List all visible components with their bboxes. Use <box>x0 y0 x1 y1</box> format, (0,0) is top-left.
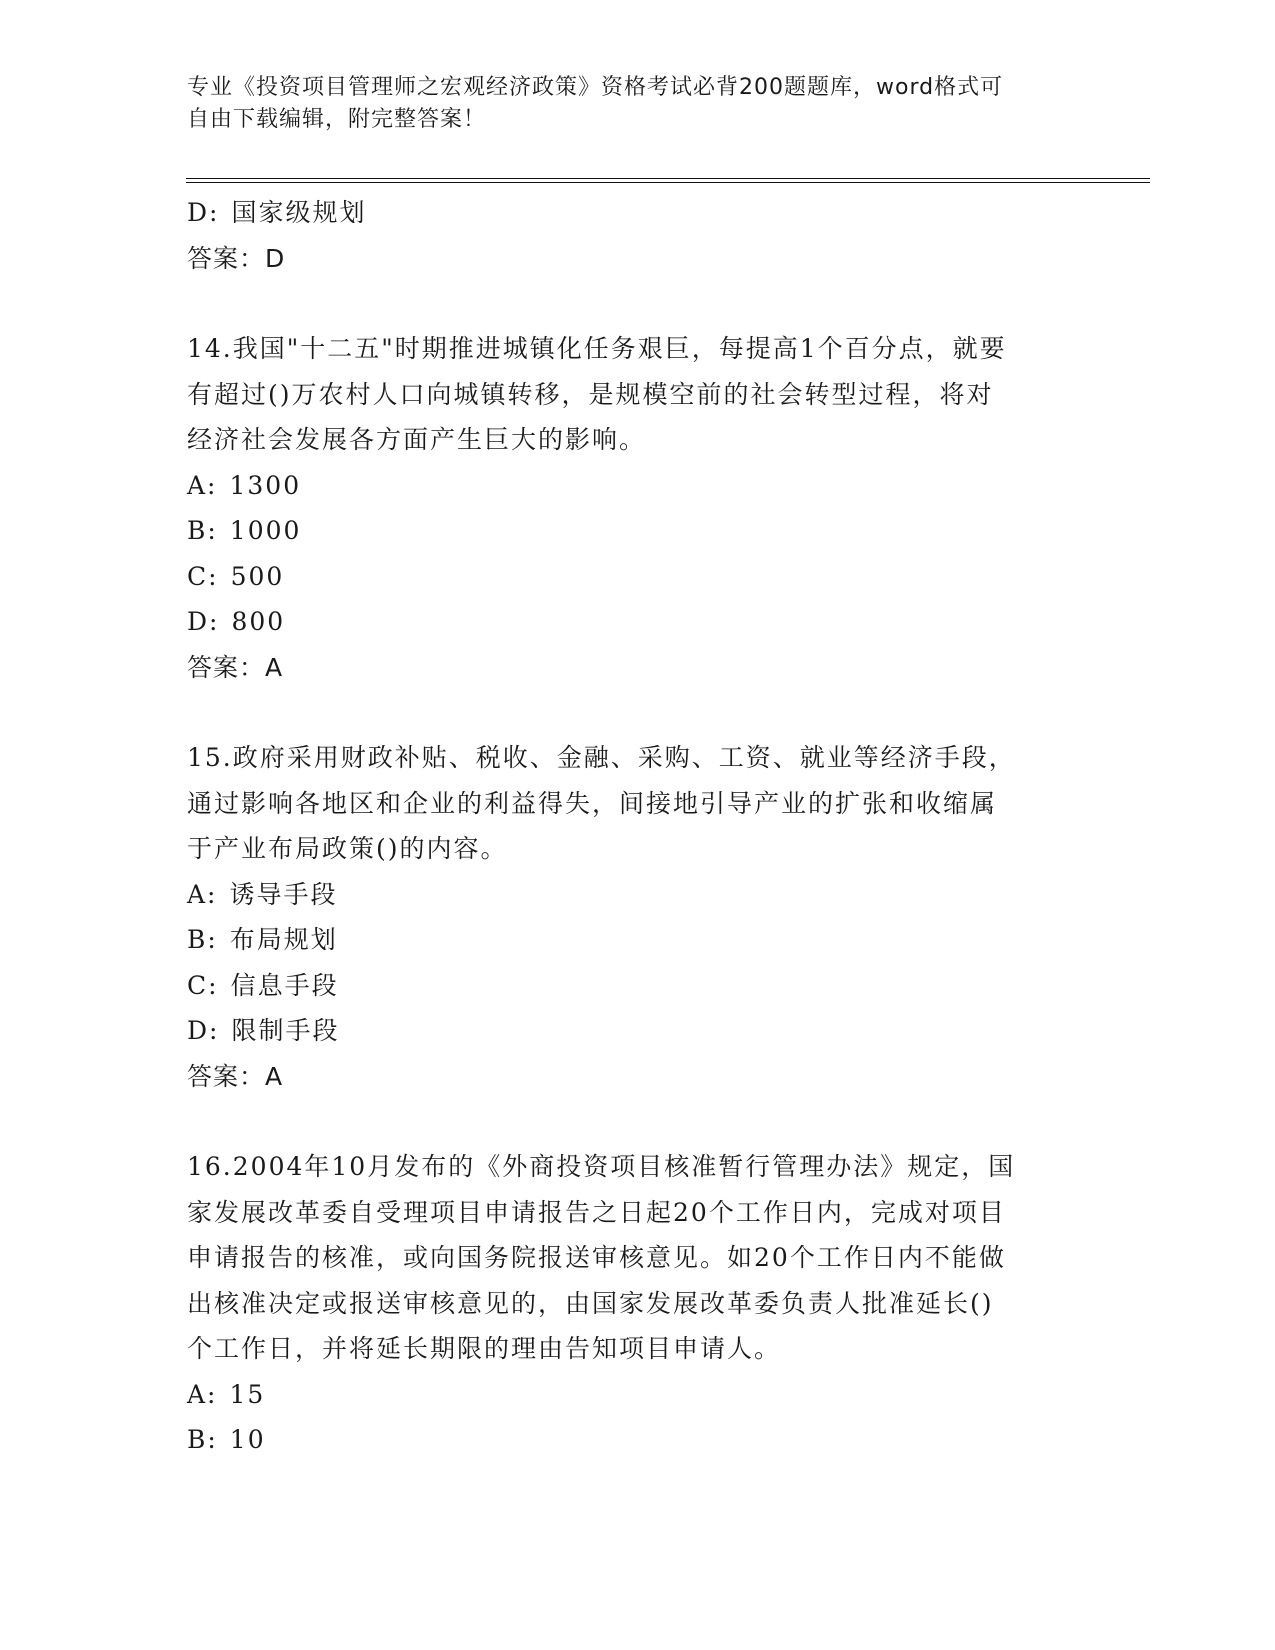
prev-answer: 答案：D <box>187 243 286 273</box>
header-divider-bottom <box>186 182 1150 183</box>
option-label: C: <box>187 970 219 1000</box>
question-16 <box>187 1144 1087 1463</box>
question-15 <box>187 735 1087 1099</box>
option-d <box>187 599 1087 645</box>
option-b <box>187 508 1087 554</box>
question-text-line: 于产业布局政策()的内容。 <box>187 834 508 863</box>
option-c <box>187 554 1087 600</box>
question-14 <box>187 326 1087 690</box>
option-label: D: <box>187 1016 220 1045</box>
option-label: B: <box>187 1425 218 1454</box>
option-text: 1300 <box>229 470 302 500</box>
option-text: 500 <box>230 561 285 591</box>
document-body <box>187 190 1087 1463</box>
option-text: 10 <box>229 1425 266 1454</box>
option-text: 800 <box>231 607 286 636</box>
option-label: D: <box>187 198 220 227</box>
question-text-line: 个工作日，并将延长期限的理由告知项目申请人。 <box>187 1334 782 1363</box>
option-text: 限制手段 <box>231 1016 340 1045</box>
header-line-1: 专业《投资项目管理师之宏观经济政策》资格考试必背200题题库，word格式可 <box>187 75 1004 100</box>
question-text-line: 16.2004年10月发布的《外商投资项目核准暂行管理办法》规定，国 <box>187 1152 1016 1181</box>
option-d <box>187 1008 1087 1054</box>
question-text-line: 出核准决定或报送审核意见的，由国家发展改革委负责人批准延长() <box>187 1288 994 1318</box>
question-text-line: 15.政府采用财政补贴、税收、金融、采购、工资、就业等经济手段， <box>187 743 1016 772</box>
option-text: 诱导手段 <box>229 879 338 909</box>
option-a <box>187 872 1087 918</box>
option-label: A: <box>187 879 218 909</box>
question-text-line: 通过影响各地区和企业的利益得失，间接地引导产业的扩张和收缩属 <box>187 788 998 818</box>
option-text: 1000 <box>229 516 302 545</box>
page-header <box>187 72 1087 136</box>
answer: 答案：A <box>187 1061 284 1091</box>
prev-option-d <box>187 190 1087 236</box>
question-text-line: 有超过()万农村人口向城镇转移，是规模空前的社会转型过程，将对 <box>187 379 994 409</box>
question-text-line: 申请报告的核准，或向国务院报送审核意见。如20个工作日内不能做 <box>187 1243 1006 1272</box>
option-a <box>187 463 1087 509</box>
question-text-line: 14.我国"十二五"时期推进城镇化任务艰巨，每提高1个百分点，就要 <box>187 334 1007 363</box>
answer: 答案：A <box>187 652 284 682</box>
question-text-line: 家发展改革委自受理项目申请报告之日起20个工作日内，完成对项目 <box>187 1197 1006 1227</box>
option-text: 布局规划 <box>229 925 338 954</box>
header-divider-top <box>186 178 1150 179</box>
option-b <box>187 917 1087 963</box>
option-label: D: <box>187 607 220 636</box>
option-label: A: <box>187 1379 218 1409</box>
option-a <box>187 1372 1087 1418</box>
option-label: B: <box>187 516 218 545</box>
option-label: B: <box>187 925 218 954</box>
option-text: 15 <box>229 1379 266 1409</box>
option-text: 国家级规划 <box>231 198 367 227</box>
option-b <box>187 1417 1087 1463</box>
option-label: C: <box>187 561 219 591</box>
option-label: A: <box>187 470 218 500</box>
question-text-line: 经济社会发展各方面产生巨大的影响。 <box>187 425 647 454</box>
option-c <box>187 963 1087 1009</box>
header-line-2: 自由下载编辑，附完整答案！ <box>187 107 487 132</box>
option-text: 信息手段 <box>230 970 339 1000</box>
